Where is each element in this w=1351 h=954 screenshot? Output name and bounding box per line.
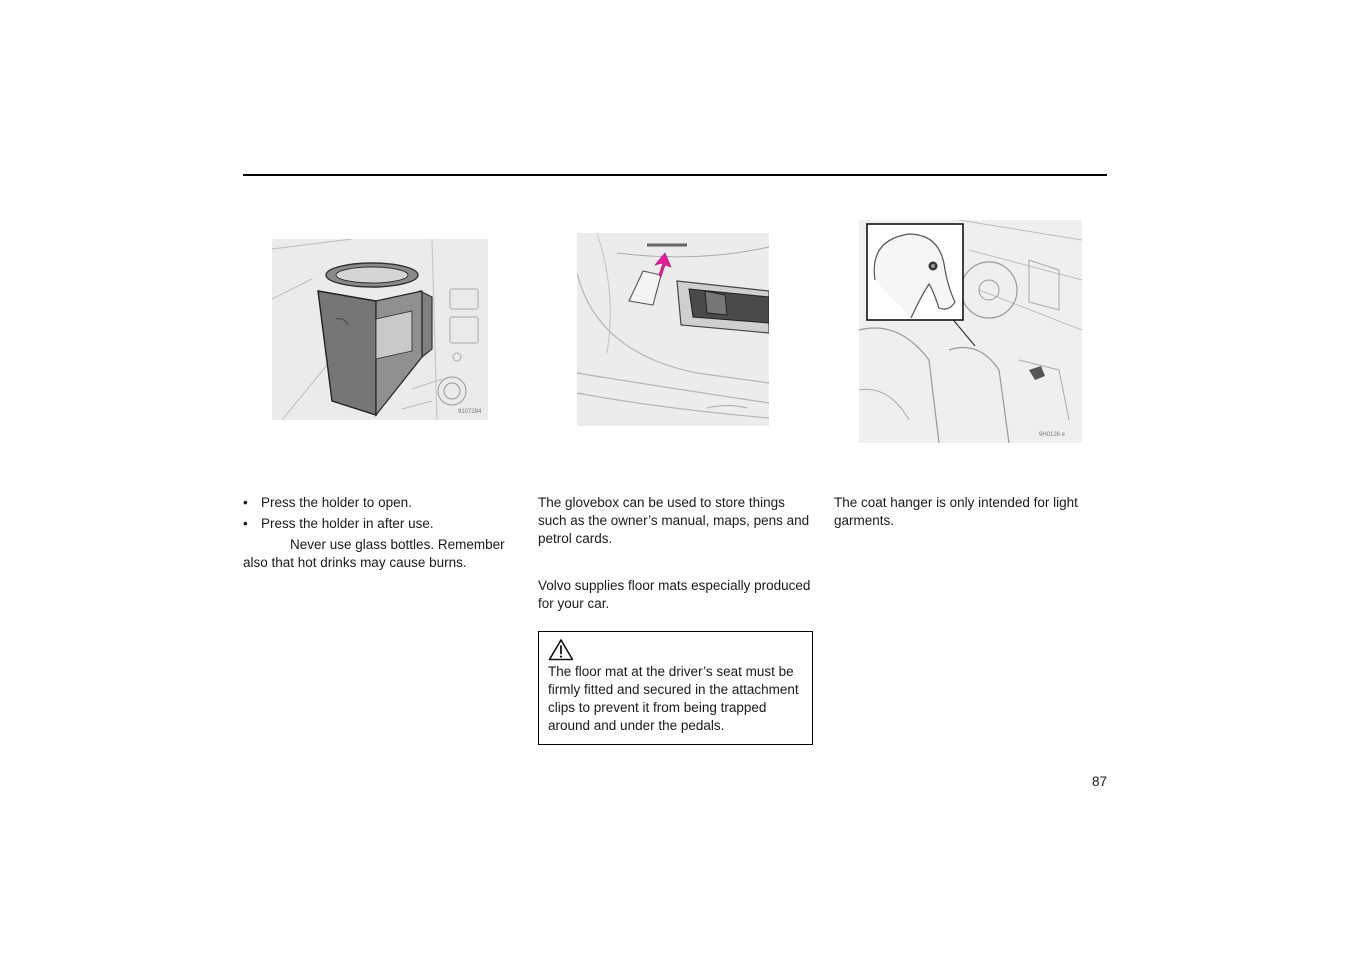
coathanger-paragraph: The coat hanger is only intended for light garments. — [834, 495, 1078, 528]
coathanger-figure-code: 9H0126 e — [1039, 432, 1066, 438]
cupholder-instructions — [243, 494, 515, 533]
top-rule — [243, 174, 1107, 176]
page-number: 87 — [1091, 774, 1107, 789]
floormats-paragraph: Volvo supplies floor mats especially produced for your car. — [538, 578, 811, 611]
glovebox-column — [538, 494, 814, 745]
warning-box — [538, 631, 813, 745]
glovebox-illustration — [577, 233, 769, 426]
list-item: • Press the holder to open. — [243, 495, 412, 510]
glovebox-paragraph: The glovebox can be used to store things such as the owner’s manual, maps, pens and petrol cards. — [538, 495, 810, 546]
bullet-text: Press the holder in after use. — [261, 516, 434, 531]
warning-triangle-icon — [548, 638, 574, 661]
cupholder-figure-code: 9107284 — [458, 409, 482, 415]
bullet-text: Press the holder to open. — [261, 495, 412, 510]
coathanger-column — [834, 494, 1106, 530]
cupholder-illustration — [272, 239, 488, 420]
list-item: • Press the holder in after use. — [243, 516, 434, 531]
cupholder-note: Never use glass bottles. Remember also that hot drinks may cause burns. — [243, 537, 505, 570]
cupholder-column — [243, 494, 515, 572]
coathanger-illustration — [859, 220, 1082, 443]
warning-text: The floor mat at the driver’s seat must be firmly fitted and secured in the attachment clips to prevent it from being trapped around and under the pedals. — [548, 664, 799, 733]
